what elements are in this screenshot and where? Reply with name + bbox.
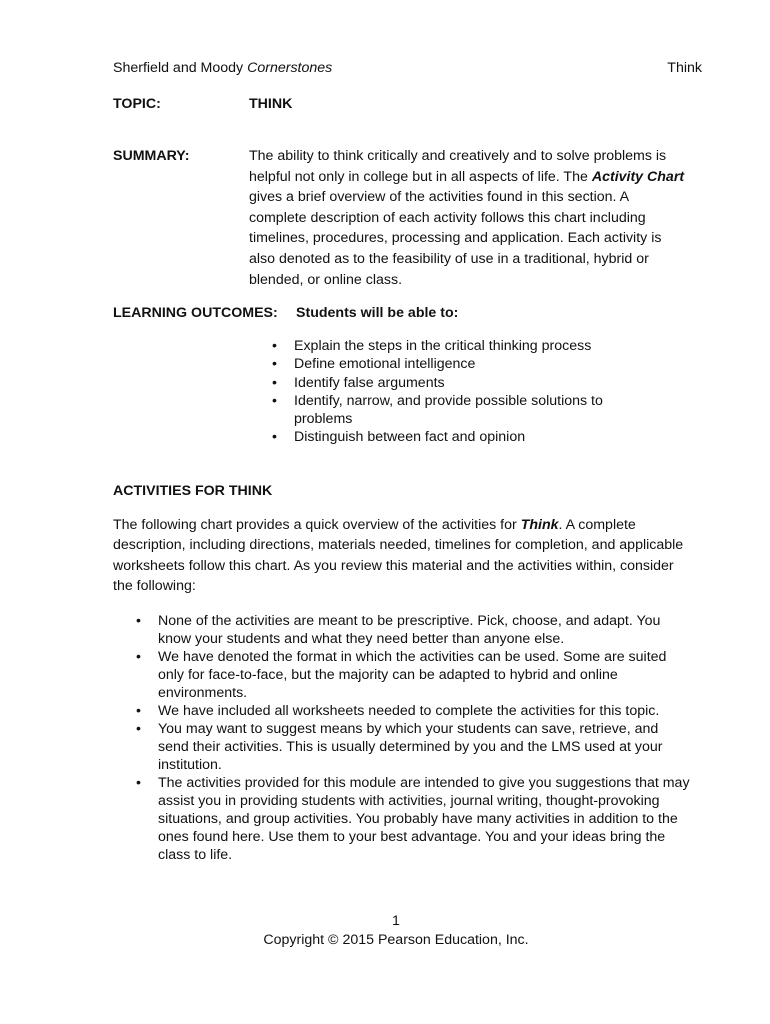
list-item: • We have denoted the format in which the activities can be used. Some are suited only for face-to-face, but the majority can be adapted to hybrid and online environments.: [134, 648, 690, 702]
header-right: Think: [667, 60, 702, 76]
list-item: • Identify, narrow, and provide possible solutions to problems: [270, 392, 650, 429]
header-book-title: Cornerstones: [247, 60, 333, 76]
copyright-notice: Copyright © 2015 Pearson Education, Inc.: [263, 932, 529, 948]
list-item: • Define emotional intelligence: [270, 355, 650, 373]
list-item: • None of the activities are meant to be prescriptive. Pick, choose, and adapt. You know your students and what they need better than anyone else.: [134, 612, 690, 648]
list-item: • The activities provided for this module are intended to give you suggestions that may assist you in providing students with activities, journal writing, thought-provoking situations, and group activities. You probably have many activities in addition to the ones found here. Use them to your best advantage. You and your ideas bring the class to life.: [134, 774, 690, 864]
activities-intro-part1: The following chart provides a quick overview of the activities for: [113, 517, 521, 533]
summary-label: SUMMARY:: [113, 148, 190, 164]
summary-emphasis: Activity Chart: [591, 168, 685, 185]
activities-intro-emphasis: Think: [520, 517, 559, 533]
activities-list: [134, 612, 690, 864]
list-item: • Distinguish between fact and opinion: [270, 428, 650, 446]
list-item: • Explain the steps in the critical thinking process: [270, 337, 650, 355]
topic-label: TOPIC:: [113, 96, 161, 112]
outcomes-list: [270, 337, 650, 447]
list-item: • Identify false arguments: [270, 374, 650, 392]
activities-intro: [113, 515, 688, 597]
list-item: • You may want to suggest means by which your students can save, retrieve, and send their activities. This is usually determined by you and the LMS used at your institution.: [134, 720, 690, 774]
activities-heading: ACTIVITIES FOR THINK: [113, 483, 273, 499]
outcomes-label: LEARNING OUTCOMES:: [113, 305, 278, 321]
summary-text-part1: The ability to think critically and creatively and to solve problems is helpful not only in college but in all aspects of life. The: [249, 148, 667, 185]
summary-text: [249, 146, 689, 290]
page-number: 1: [392, 913, 400, 929]
activities-intro-part2: . A complete description, including directions, materials needed, timelines for completion, and applicable worksheets follow this chart. As you review this material and the activities within, consider the following:: [113, 517, 684, 595]
outcomes-intro: Students will be able to:: [296, 305, 459, 321]
summary-text-part2: gives a brief overview of the activities found in this section. A complete description of each activity follows this chart including timelines, procedures, processing and application. Each activity is also denoted as to the feasibility of use in a traditional, hybrid or blended, or online class.: [249, 189, 662, 288]
topic-value: THINK: [249, 96, 293, 112]
header-left: [113, 58, 332, 78]
list-item: • We have included all worksheets needed to complete the activities for this topic.: [134, 702, 690, 720]
header-authors: Sherfield and Moody: [113, 60, 248, 76]
